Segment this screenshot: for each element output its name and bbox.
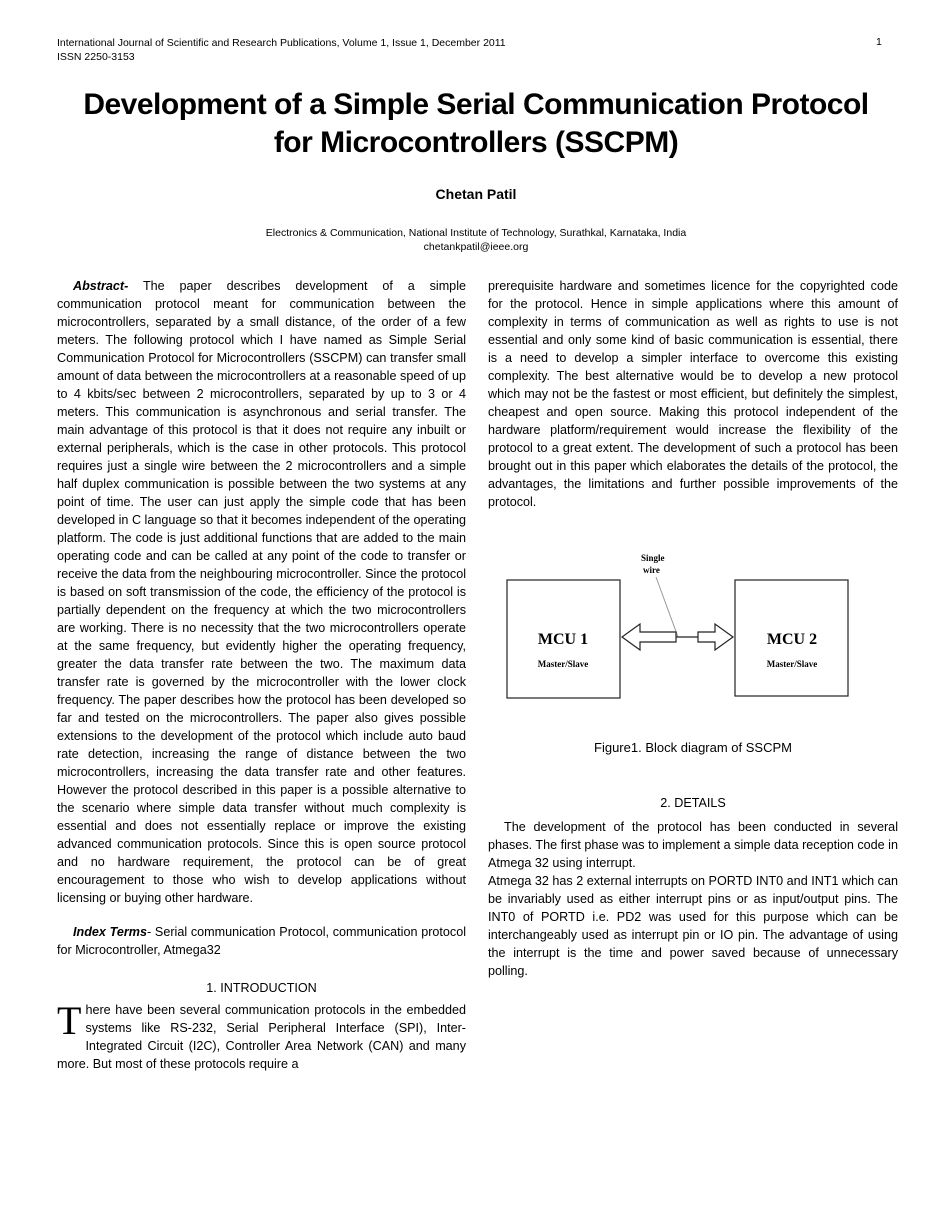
intro-heading-num: 1. I (206, 981, 224, 995)
details-heading-rest: DETAILS (674, 796, 726, 810)
abstract-text: The paper describes development of a simple communication protocol meant for communication between the microcontrollers, separated by a small distance, of the order of a few meters. The following protocol which I have named as Simple Serial Communication Protocol for Microcontrollers (SSCPM) can transfer small amount of data between the microcontrollers at a reasonable speed of up to 4 kbits/sec between 2 microcontrollers, separated by up to 3 or 4 meters. This communication is asynchronous and serial transfer. The main advantage of this protocol is that it does not require any inbuilt or external peripherals, which is the case in other protocols. This protocol requires just a single wire between the 2 microcontrollers and a simple half duplex communication is possible between the two systems at any point of time. The user can just apply the simple code that has been developed in C language so that it becomes independent of the operating platform. The code is just additional functions that are added to the main operating code and can be called at any point of the code to transfer or receive the data from the neighbouring microcontroller. Since the protocol is based on soft transmission of the code, the efficiency of the protocol is partially dependent on the frequency at which the two microcontrollers are working. There is no necessity that the two microcontrollers operate at the same frequency, but evidently higher the operating frequency, greater the data transfer rate between the two. The maximum data transfer rate is governed by the microcontroller with the lower clock frequency. The paper describes how the protocol has been developed so far and tested on the microcontrollers. The paper also gives possible extensions to the development of the protocol which include auto baud rate detection, increasing the range of distance between the two microcontrollers, increasing the data transfer rate and other features. However the protocol described in this paper is a possible alternative to the scenario where simple data transfer without much complexity is essential and does not essentially replace or improve the existing advanced communication protocols. Since this is open source protocol and no hardware requirement, the protocol can be of great encouragement to those who wish to develop applications without licensing or buying other hardware. (57, 279, 466, 905)
mcu1-name: MCU 1 (537, 631, 589, 648)
author-email: chetankpatil@ieee.org (423, 241, 529, 253)
details-para-2: Atmega 32 has 2 external interrupts on PORTD INT0 and INT1 which can be invariably used as either interrupt pins or as input/output pins. The INT0 of PORTD i.e. PD2 was used for this purpose which can be interchangeably used as interrupt pin or IO pin. The advantage of using the interrupt is the time and power saved because of unnecessary polling. (488, 874, 898, 978)
issn: ISSN 2250-3153 (57, 51, 135, 63)
left-column (57, 277, 466, 1073)
details-body (488, 818, 898, 980)
block-diagram-figure (488, 543, 898, 739)
right-column (488, 277, 898, 511)
index-terms-text: - Serial communication Protocol, communication protocol for Microcontroller, Atmega32 (57, 925, 466, 957)
details-heading (488, 796, 898, 810)
mcu2-role: Master/Slave (766, 659, 818, 669)
journal-line: International Journal of Scientific and Research Publications, Volume 1, Issue 1, December 2011 (57, 37, 506, 49)
drop-cap: T (57, 998, 82, 1043)
author-name: Chetan Patil (435, 186, 517, 202)
intro-heading-rest: NTRODUCTION (223, 981, 317, 995)
intro-paragraph (57, 998, 466, 1073)
index-terms-label: Index Terms (73, 925, 147, 939)
wire-label-1: Single (641, 553, 665, 563)
page-number: 1 (876, 36, 882, 48)
intro-text: here have been several communication protocols in the embedded systems like RS-232, Serial Peripheral Interface (SPI), Inter-Integrated Circuit (I2C), Controller Area Network (CAN) and many more. But most of these protocols require a (57, 1003, 466, 1071)
figure-caption: Figure1. Block diagram of SSCPM (594, 740, 792, 755)
mcu2-name: MCU 2 (766, 631, 818, 648)
intro-heading (57, 979, 466, 997)
block-diagram-svg (488, 543, 898, 739)
affiliation: Electronics & Communication, National Institute of Technology, Surathkal, Karnataka, India (265, 227, 687, 239)
mcu1-role: Master/Slave (537, 659, 589, 669)
title-line-2: for Microcontrollers (SSCPM) (273, 126, 679, 159)
abstract (57, 277, 466, 907)
details-para-1: The development of the protocol has been conducted in several phases. The first phase was to implement a simple data reception code in Atmega 32 using interrupt. (488, 820, 898, 870)
title-line-1: Development of a Simple Serial Communication Protocol (83, 88, 869, 121)
affiliation-block (0, 226, 952, 254)
index-terms (57, 923, 466, 959)
running-header (57, 36, 506, 64)
right-column-text: prerequisite hardware and sometimes licence for the copyrighted code for the protocol. Hence in simple applications where this amount of complexity in terms of communication as well as rights to use is not essential and only some kind of basic communication is essential, there is a need to develop a simpler interface to overcome this existing complexity. The best alternative would be to develop a new protocol which may not be the fastest or most efficient, but definitely the simplest, cheapest and open source. Making this protocol independent of the hardware platform/requirement would increase the flexibility of the protocol to a great extent. The development of such a protocol has been brought out in this paper which elaborates the details of the protocol, the advantages, the limitations and further possible improvements of the protocol. (488, 279, 898, 509)
details-heading-num: 2. (660, 796, 675, 810)
paper-title (40, 86, 912, 162)
wire-label-2: wire (643, 565, 660, 575)
abstract-label: Abstract- (73, 279, 129, 293)
